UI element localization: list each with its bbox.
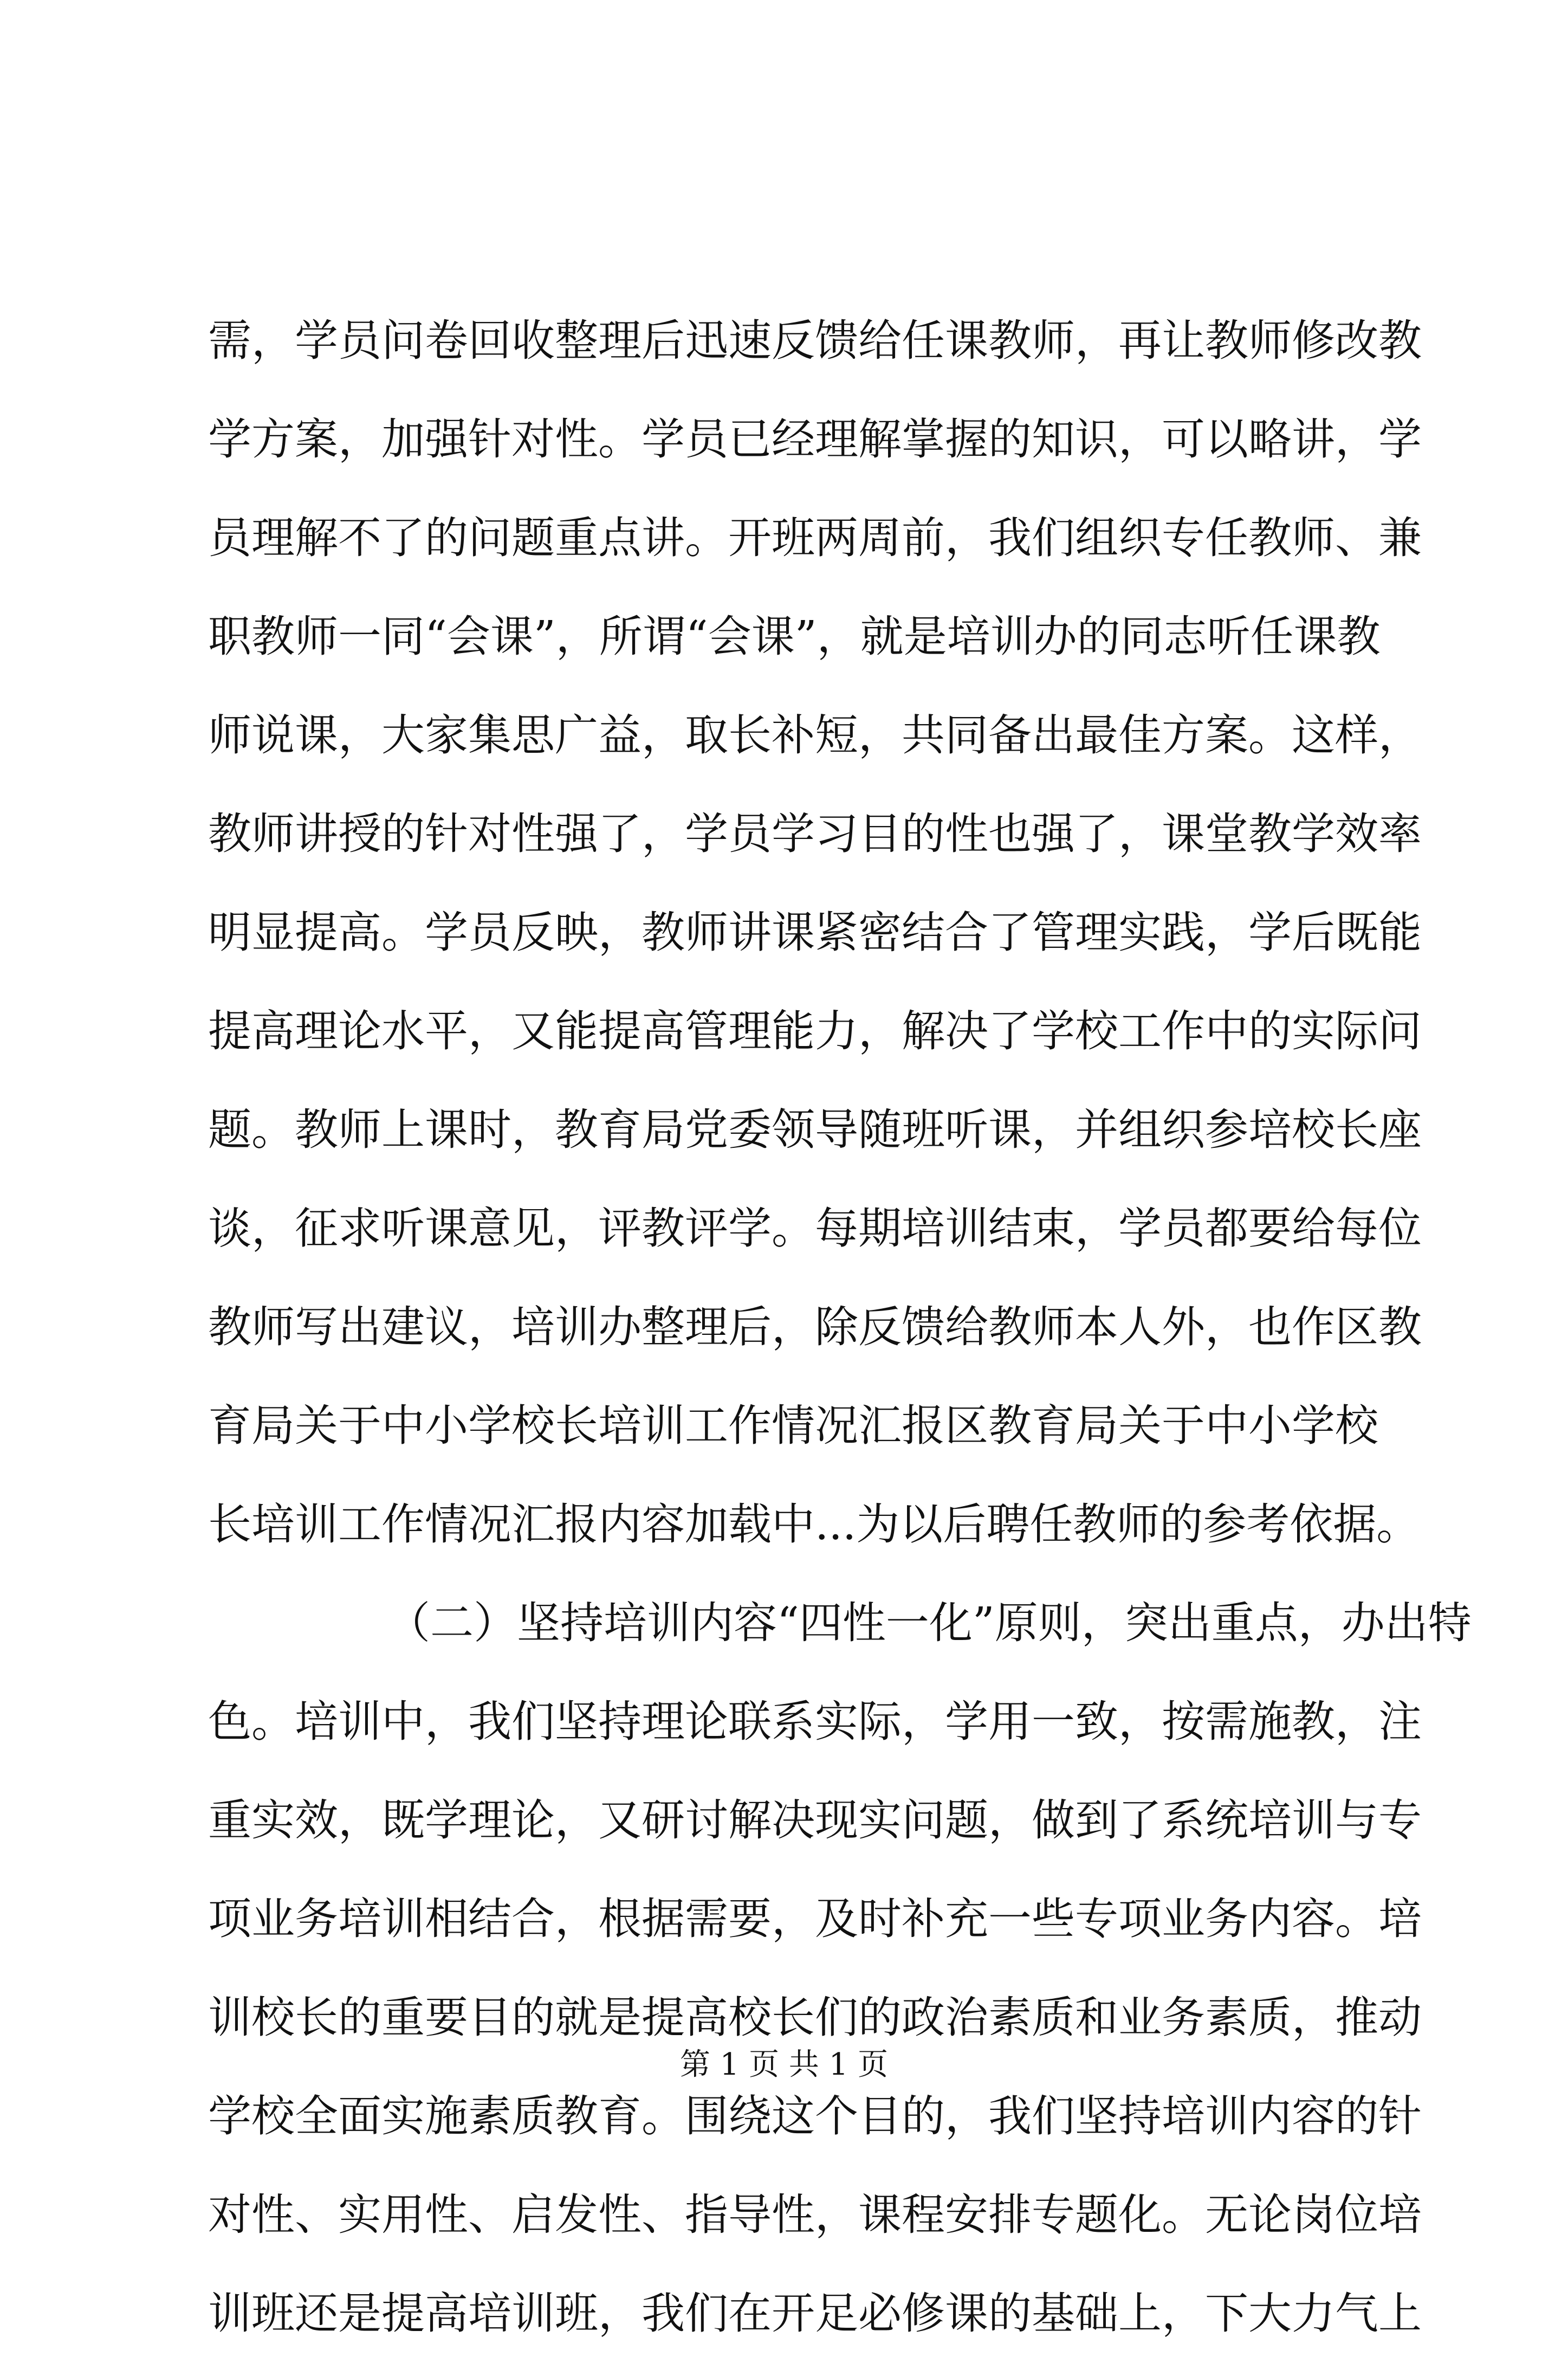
text-line: 对性、实用性、启发性、指导性，课程安排专题化。无论岗位培 [208, 2190, 1422, 2240]
text-line: 谈，征求听课意见，评教评学。每期培训结束，学员都要给每位 [208, 1203, 1422, 1254]
text-line: 训校长的重要目的就是提高校长们的政治素质和业务素质，推动 [208, 1992, 1422, 2043]
section-heading-line: （二）坚持培训内容“四性一化”原则，突出重点，办出特 [387, 1598, 1472, 1648]
text-line: 师说课，大家集思广益，取长补短，共同备出最佳方案。这样， [208, 710, 1422, 760]
text-line: 训班还是提高培训班，我们在开足必修课的基础上，下大力气上 [208, 2288, 1422, 2339]
text-line: 重实效，既学理论，又研讨解决现实问题，做到了系统培训与专 [208, 1795, 1422, 1845]
text-line: 学方案，加强针对性。学员已经理解掌握的知识，可以略讲，学 [208, 414, 1422, 464]
text-line: 教师写出建议，培训办整理后，除反馈给教师本人外，也作区教 [208, 1302, 1422, 1352]
text-line: 职教师一同“会课”，所谓“会课”，就是培训办的同志听任课教 [208, 611, 1381, 662]
text-line: 提高理论水平，又能提高管理能力，解决了学校工作中的实际问 [208, 1006, 1422, 1056]
text-line: 学校全面实施素质教育。围绕这个目的，我们坚持培训内容的针 [208, 2091, 1422, 2141]
text-line: 明显提高。学员反映，教师讲课紧密结合了管理实践，学后既能 [208, 907, 1422, 958]
text-line: 需，学员问卷回收整理后迅速反馈给任课教师，再让教师修改教 [208, 315, 1422, 366]
text-line: 色。培训中，我们坚持理论联系实际，学用一致，按需施教，注 [208, 1696, 1422, 1747]
text-line: 育局关于中小学校长培训工作情况汇报区教育局关于中小学校 [208, 1400, 1378, 1451]
page-footer: 第 1 页 共 1 页 [679, 2047, 889, 2082]
text-line: 项业务培训相结合，根据需要，及时补充一些专项业务内容。培 [208, 1894, 1422, 1944]
text-line: 教师讲授的针对性强了，学员学习目的性也强了，课堂教学效率 [208, 809, 1422, 859]
text-line: 长培训工作情况汇报内容加载中...为以后聘任教师的参考依据。 [208, 1499, 1420, 1549]
text-line: 员理解不了的问题重点讲。开班两周前，我们组织专任教师、兼 [208, 513, 1422, 563]
text-line: 题。教师上课时，教育局党委领导随班听课，并组织参培校长座 [208, 1105, 1422, 1155]
